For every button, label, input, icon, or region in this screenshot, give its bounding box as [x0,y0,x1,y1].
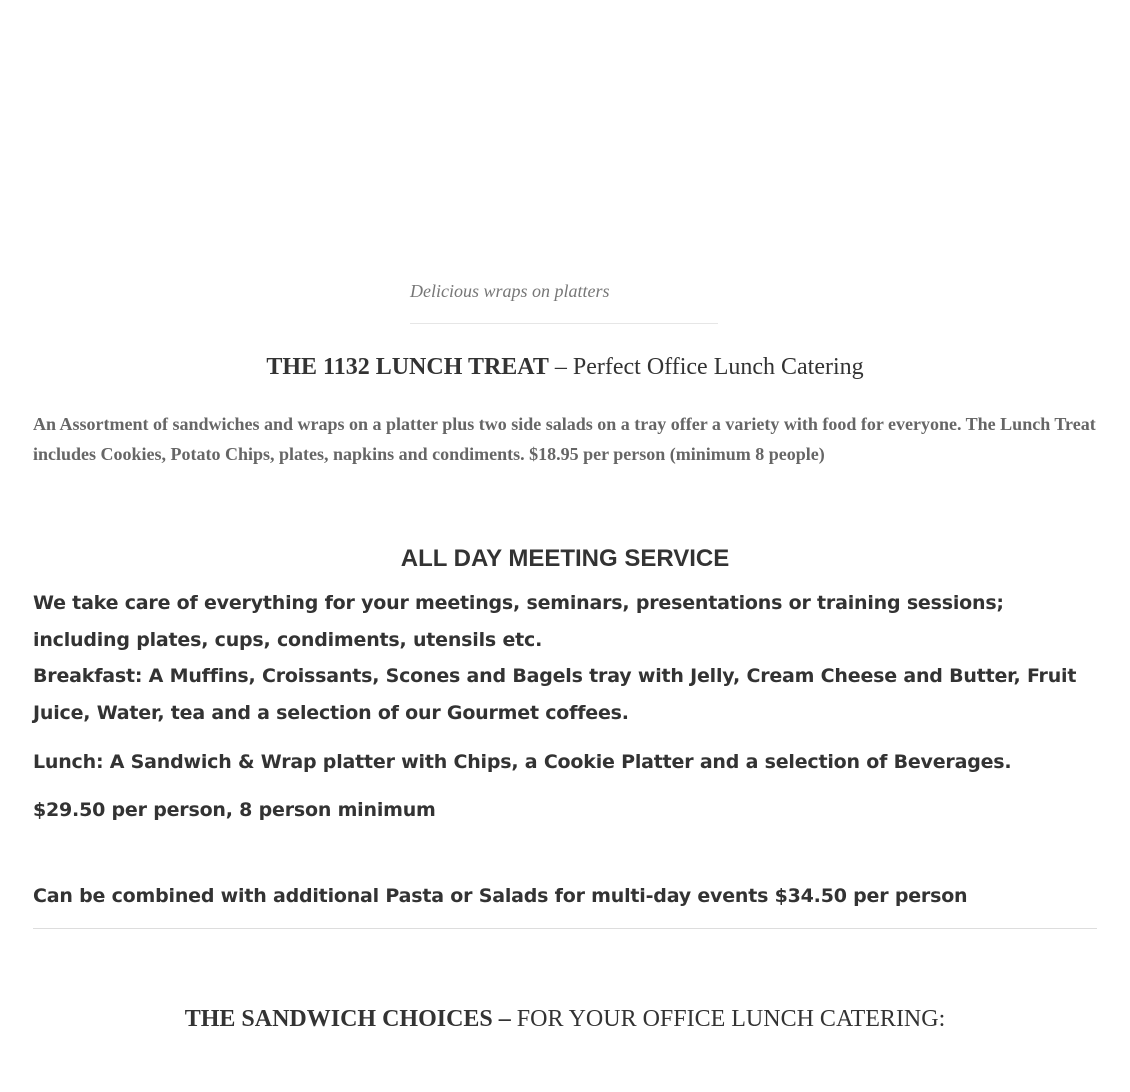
meeting-service-intro: We take care of everything for your meetings, seminars, presentations or training sessions; including plates, cups, condiments, utensils etc. [33,592,1004,651]
caption-divider [410,323,718,324]
meeting-service-price: $29.50 per person, 8 person minimum [33,799,436,821]
sandwich-choices-heading [0,1002,1130,1036]
image-caption: Delicious wraps on platters [410,281,610,301]
section-divider [33,928,1097,929]
lunch-treat-title: THE 1132 LUNCH TREAT [266,354,549,380]
breakfast-description: Breakfast: A Muffins, Croissants, Scones and Bagels tray with Jelly, Cream Cheese and Butter, Fruit Juice, Water, tea and a selection of our Gourmet coffees. [33,665,1077,724]
wraps-platter-image [410,0,718,270]
lunch-description: Lunch: A Sandwich & Wrap platter with Chips, a Cookie Platter and a selection of Beverages. [33,751,1012,773]
multi-day-combination: Can be combined with additional Pasta or Salads for multi-day events $34.50 per person [33,885,968,907]
lunch-treat-subtitle: – Perfect Office Lunch Catering [548,354,864,380]
sandwich-choices-title: THE SANDWICH CHOICES – [184,1006,511,1032]
sandwich-choices-subtitle: FOR YOUR OFFICE LUNCH CATERING: [510,1006,946,1032]
meeting-service-heading: ALL DAY MEETING SERVICE [400,545,730,572]
lunch-treat-description: An Assortment of sandwiches and wraps on a platter plus two side salads on a tray offer a variety with food for everyone. The Lunch Treat includes Cookies, Potato Chips, plates, napkins and condiments. $18.95 per person (minimum 8 people) [33,414,1096,464]
lunch-treat-heading [0,350,1130,384]
